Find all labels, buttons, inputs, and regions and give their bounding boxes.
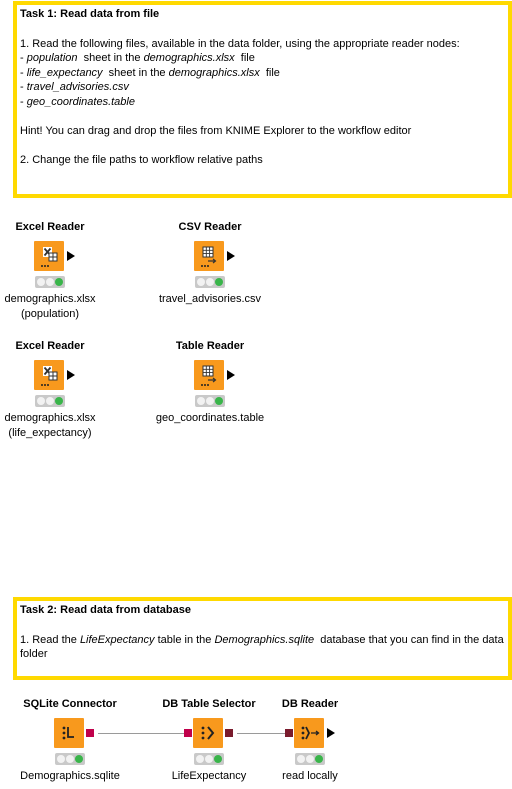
- table-reader-node[interactable]: [150, 338, 270, 426]
- task2-step1: 1. Read the LifeExpectancy table in the Demographics.sqlite database that you can find in the data folder: [20, 633, 507, 661]
- node-title: Excel Reader: [15, 340, 85, 352]
- file-name: geo_coordinates.table: [26, 95, 135, 108]
- sheet-name: population: [26, 52, 78, 65]
- table-name: LifeExpectancy: [79, 633, 155, 646]
- node-label[interactable]: Demographics.sqlite: [20, 770, 120, 782]
- excel-reader-icon[interactable]: [34, 241, 64, 271]
- node-title: CSV Reader: [178, 221, 242, 233]
- output-port[interactable]: [67, 370, 75, 380]
- task1-step2: 2. Change the file paths to workflow relative paths: [20, 154, 263, 167]
- task2-annotation[interactable]: [13, 597, 512, 680]
- node-status-traffic-light: [55, 753, 85, 765]
- task1-file-item: - life_expectancy sheet in the demographics.xlsx file: [20, 66, 280, 79]
- db-connection-output-port[interactable]: [86, 729, 94, 737]
- excel-reader-node-population[interactable]: [0, 219, 110, 322]
- db-reader-node[interactable]: [250, 696, 370, 784]
- node-status-traffic-light: [35, 395, 65, 407]
- output-port[interactable]: [227, 251, 235, 261]
- db-data-output-port[interactable]: [225, 729, 233, 737]
- node-label[interactable]: geo_coordinates.table: [155, 412, 265, 424]
- table-reader-icon[interactable]: [194, 360, 224, 390]
- node-label[interactable]: LifeExpectancy: [171, 770, 247, 782]
- node-status-traffic-light: [195, 276, 225, 288]
- node-status-traffic-light: [195, 395, 225, 407]
- output-port[interactable]: [67, 251, 75, 261]
- db-table-selector-icon[interactable]: [193, 718, 223, 748]
- output-port[interactable]: [227, 370, 235, 380]
- node-label[interactable]: demographics.xlsx (life_expectancy): [4, 412, 96, 439]
- db-data-input-port[interactable]: [285, 729, 293, 737]
- excel-reader-node-life-expectancy[interactable]: [0, 338, 110, 441]
- db-reader-icon[interactable]: [294, 718, 324, 748]
- node-status-traffic-light: [194, 753, 224, 765]
- csv-reader-icon[interactable]: [194, 241, 224, 271]
- task1-file-item: - population sheet in the demographics.xlsx file: [20, 52, 255, 65]
- excel-reader-icon[interactable]: [34, 360, 64, 390]
- node-label[interactable]: travel_advisories.csv: [158, 293, 262, 305]
- node-status-traffic-light: [35, 276, 65, 288]
- node-label[interactable]: read locally: [282, 770, 338, 782]
- sqlite-connector-node[interactable]: [10, 696, 130, 784]
- database-name: Demographics.sqlite: [214, 633, 315, 646]
- sheet-name: life_expectancy: [26, 66, 103, 79]
- node-title: DB Reader: [281, 698, 339, 710]
- node-title: DB Table Selector: [162, 698, 256, 710]
- db-input-port[interactable]: [184, 729, 192, 737]
- task1-file-item: - travel_advisories.csv: [20, 81, 129, 94]
- file-name: travel_advisories.csv: [26, 81, 129, 94]
- node-label[interactable]: demographics.xlsx (population): [4, 293, 96, 320]
- file-name: demographics.xlsx: [143, 52, 235, 65]
- sqlite-connector-icon[interactable]: [54, 718, 84, 748]
- file-name: demographics.xlsx: [168, 66, 260, 79]
- task1-file-item: - geo_coordinates.table: [20, 95, 135, 108]
- csv-reader-node[interactable]: [150, 219, 270, 307]
- node-status-traffic-light: [295, 753, 325, 765]
- task2-title: Task 2: Read data from database: [20, 604, 191, 616]
- node-title: SQLite Connector: [23, 698, 117, 710]
- task1-step1-intro: 1. Read the following files, available in the data folder, using the appropriate reader nodes:: [20, 37, 460, 50]
- output-port[interactable]: [327, 728, 335, 738]
- task1-hint: Hint! You can drag and drop the files from KNIME Explorer to the workflow editor: [20, 125, 412, 138]
- node-title: Excel Reader: [15, 221, 85, 233]
- node-title: Table Reader: [175, 340, 245, 352]
- task1-title: Task 1: Read data from file: [20, 8, 160, 20]
- task1-annotation[interactable]: [13, 1, 512, 198]
